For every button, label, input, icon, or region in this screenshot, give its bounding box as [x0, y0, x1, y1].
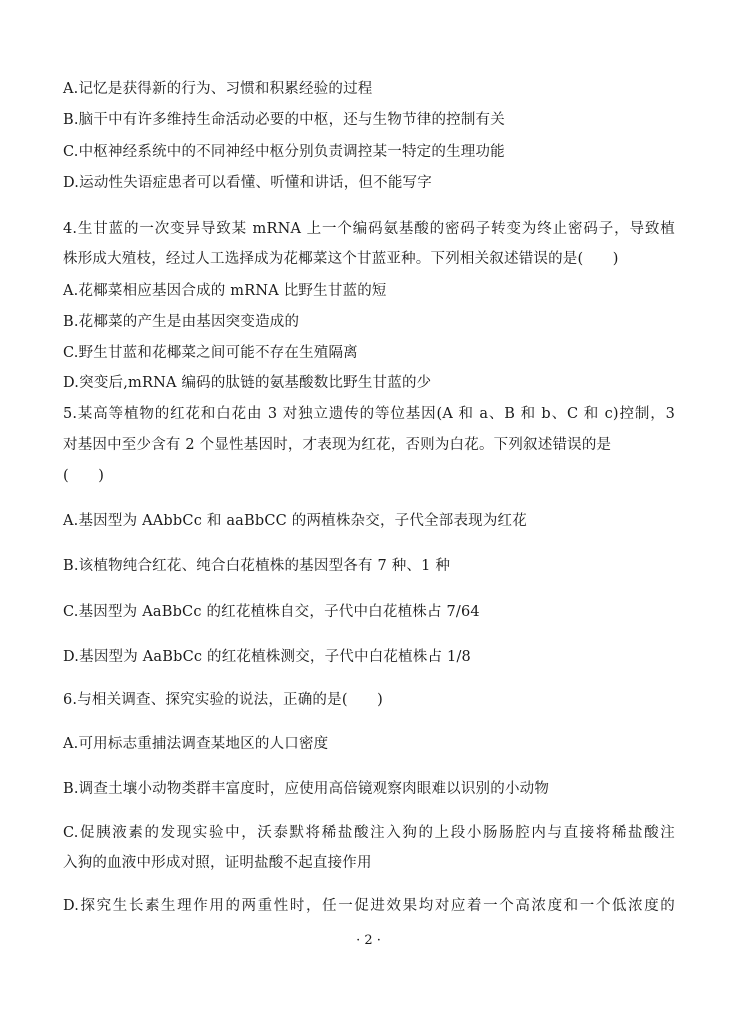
question-5-line-1: 5.某高等植物的红花和白花由 3 对独立遗传的等位基因(A 和 a、B 和 b、C 和 c)控制，3 [63, 406, 675, 422]
option-3d: D.运动性失语症患者可以看懂、听懂和讲话，但不能写字 [63, 175, 432, 191]
option-3b: B.脑干中有许多维持生命活动必要的中枢，还与生物节律的控制有关 [63, 112, 505, 128]
option-6a: A.可用标志重捕法调查某地区的人口密度 [63, 736, 329, 752]
option-4b: B.花椰菜的产生是由基因突变造成的 [63, 314, 300, 330]
option-5a: A.基因型为 AAbbCc 和 aaBbCC 的两植株杂交，子代全部表现为红花 [63, 513, 527, 529]
option-3a: A.记忆是获得新的行为、习惯和积累经验的过程 [63, 81, 373, 97]
option-6c-line-2: 入狗的血液中形成对照，证明盐酸不起直接作用 [63, 855, 372, 871]
question-6: 6.与相关调查、探究实验的说法，正确的是( ) [63, 692, 383, 708]
question-5-line-3: ( ) [63, 468, 105, 484]
option-5b: B.该植物纯合红花、纯合白花植株的基因型各有 7 种、1 种 [63, 558, 451, 574]
option-3c: C.中枢神经系统中的不同神经中枢分别负责调控某一特定的生理功能 [63, 144, 505, 160]
option-4c: C.野生甘蓝和花椰菜之间可能不存在生殖隔离 [63, 345, 358, 361]
option-4d: D.突变后,mRNA 编码的肽链的氨基酸数比野生甘蓝的少 [63, 375, 432, 391]
option-6d-line-1: D.探究生长素生理作用的两重性时，任一促进效果均对应着一个高浓度和一个低浓度的 [63, 898, 675, 914]
option-6c-line-1: C.促胰液素的发现实验中，沃泰默将稀盐酸注入狗的上段小肠肠腔内与直接将稀盐酸注 [63, 825, 675, 841]
option-5c: C.基因型为 AaBbCc 的红花植株自交，子代中白花植株占 7/64 [63, 604, 480, 620]
question-4-line-2: 株形成大殖枝，经过人工选择成为花椰菜这个甘蓝亚种。下列相关叙述错误的是( ) [63, 251, 619, 267]
page-number: · 2 · [356, 933, 381, 948]
question-5-line-2: 对基因中至少含有 2 个显性基因时，才表现为红花，否则为白花。下列叙述错误的是 [63, 437, 612, 453]
option-4a: A.花椰菜相应基因合成的 mRNA 比野生甘蓝的短 [63, 283, 387, 299]
question-4-line-1: 4.生甘蓝的一次变异导致某 mRNA 上一个编码氨基酸的密码子转变为终止密码子，导致植 [63, 221, 675, 237]
option-6b: B.调查土壤小动物类群丰富度时，应使用高倍镜观察肉眼难以识别的小动物 [63, 781, 550, 797]
option-5d: D.基因型为 AaBbCc 的红花植株测交，子代中白花植株占 1/8 [63, 649, 471, 665]
